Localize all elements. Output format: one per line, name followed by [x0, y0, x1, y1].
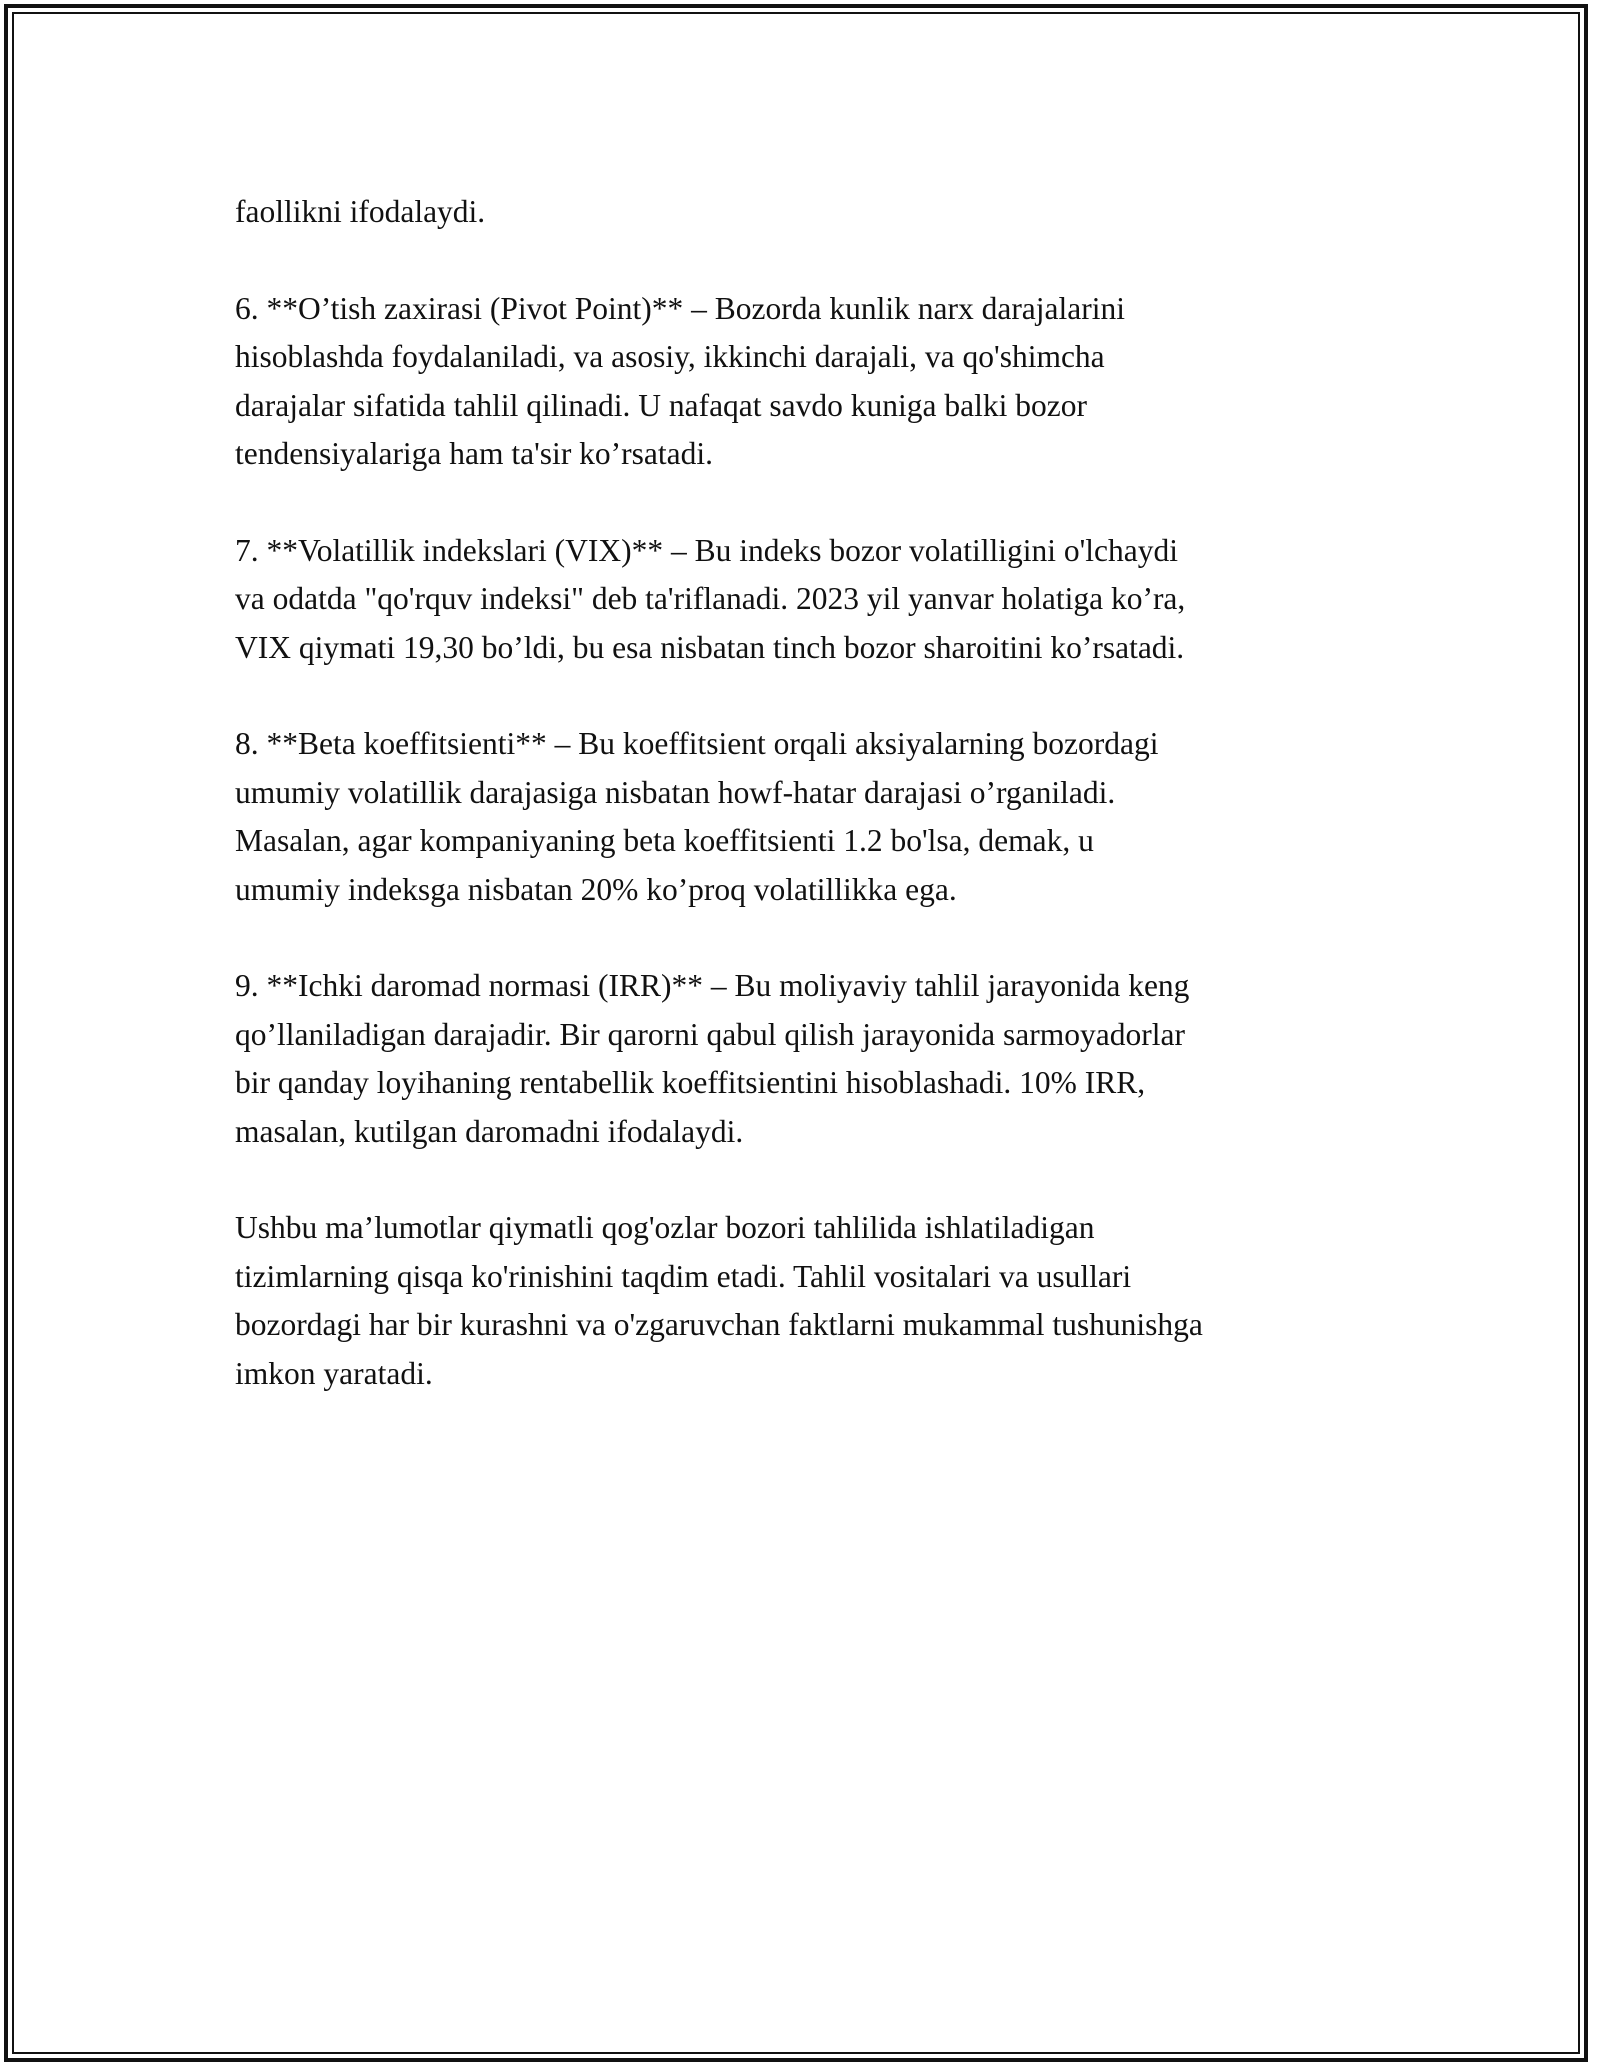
paragraph-conclusion: Ushbu ma’lumotlar qiymatli qog'ozlar bozori tahlilida ishlatiladigan tizimlarning qisqa ko'rinishini taqdim etadi. Tahlil vositalari va usullari bozordagi har bir kurashni va o'zgaruvchan faktlarni mukammal tushunishga imkon yaratadi. — [235, 1210, 1203, 1391]
paragraph-beta: 8. **Beta koeffitsienti** – Bu koeffitsient orqali aksiyalarning bozordagi umumiy volatillik darajasiga nisbatan howf-hatar darajasi o’rganiladi. Masalan, agar kompaniyaning beta koeffitsienti 1.2 bo'lsa, demak, u umumiy indeksga nisbatan 20% ko’proq volatillikka ega. — [235, 726, 1159, 907]
paragraph-pivot-point: 6. **O’tish zaxirasi (Pivot Point)** – Bozorda kunlik narx darajalarini hisoblashda foydalaniladi, va asosiy, ikkinchi darajali, va qo'shimcha darajalar sifatida tahlil qilinadi. U nafaqat savdo kuniga balki bozor tendensiyalariga ham ta'sir ko’rsatadi. — [235, 290, 1125, 471]
document-body — [235, 188, 1375, 1446]
paragraph-irr: 9. **Ichki daromad normasi (IRR)** – Bu moliyaviy tahlil jarayonida keng qo’llaniladigan darajadir. Bir qarorni qabul qilish jarayonida sarmoyadorlar bir qanday loyihaning rentabellik koeffitsientini hisoblashadi. 10% IRR, masalan, kutilgan daromadni ifodalaydi. — [235, 968, 1190, 1149]
paragraph-vix: 7. **Volatillik indekslari (VIX)** – Bu indeks bozor volatilligini o'lchaydi va odatda "qo'rquv indeksi" deb ta'riflanadi. 2023 yil yanvar holatiga ko’ra, VIX qiymati 19,30 bo’ldi, bu esa nisbatan tinch bozor sharoitini ko’rsatadi. — [235, 532, 1186, 665]
paragraph-continuation: faollikni ifodalaydi. — [235, 194, 486, 229]
